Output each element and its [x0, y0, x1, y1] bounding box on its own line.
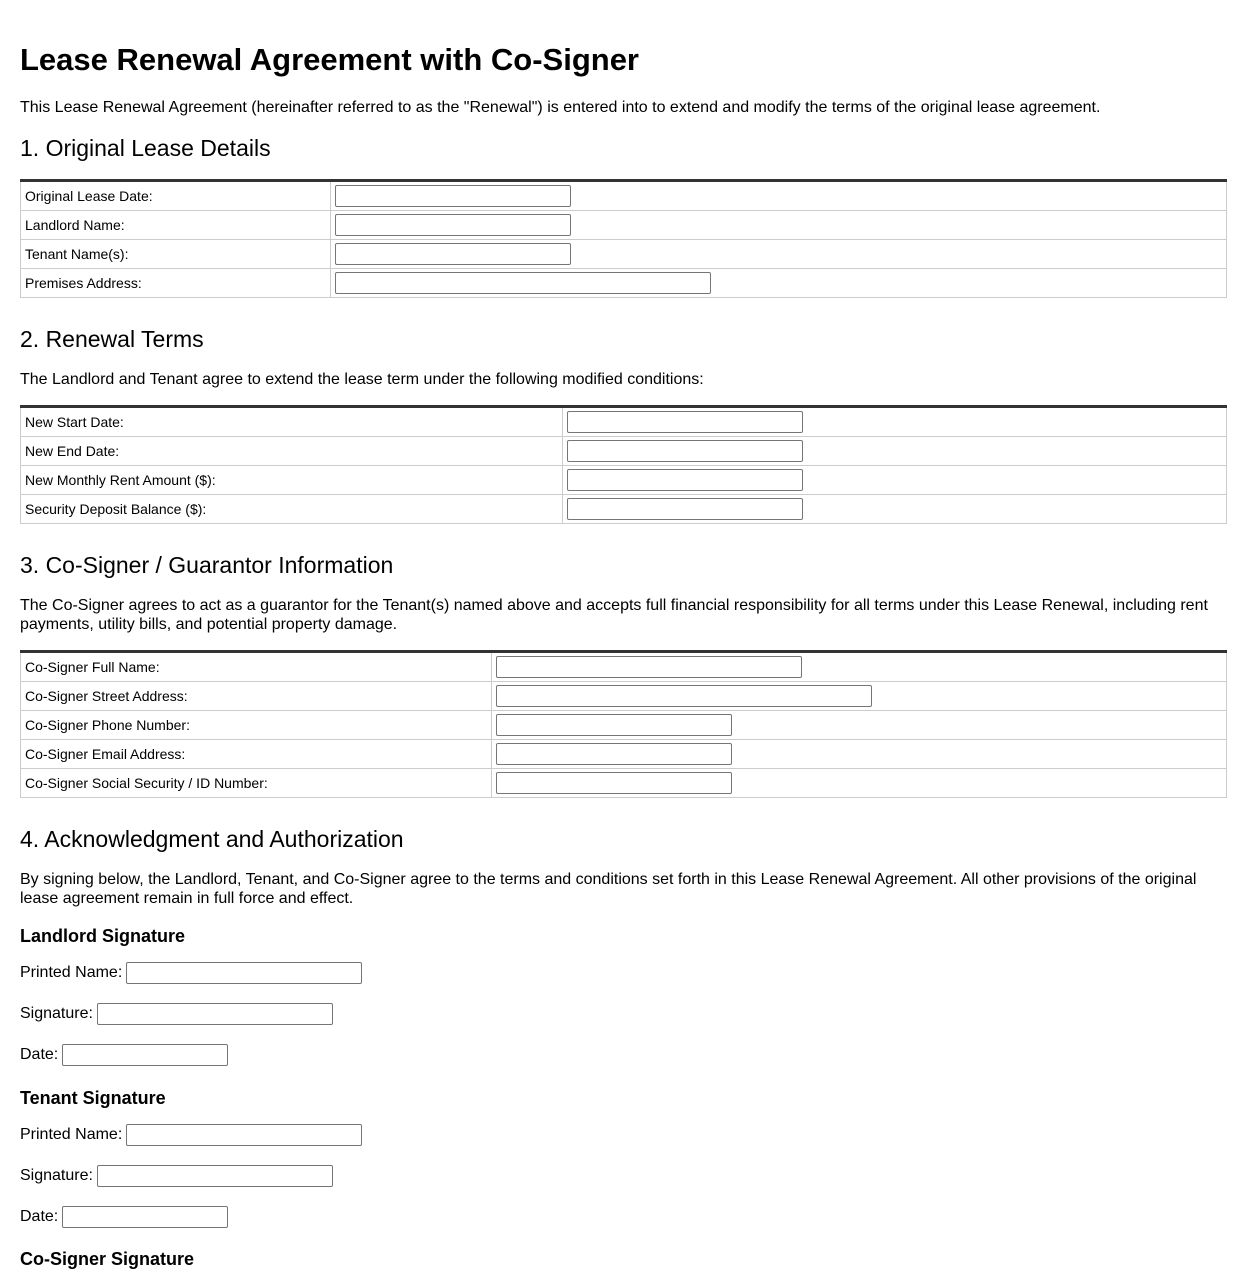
cosigner-full-name-input[interactable]: [496, 656, 802, 678]
field-label: Date:: [20, 1046, 59, 1064]
table-row: [21, 211, 1227, 240]
landlord-signature-input[interactable]: [97, 1003, 333, 1025]
table-row: [21, 495, 1227, 524]
cosigner-table: [20, 650, 1227, 798]
table-row: [21, 769, 1227, 798]
document-intro: This Lease Renewal Agreement (hereinafter referred to as the "Renewal") is entered into to extend and modify the terms of the original lease agreement.: [20, 99, 1101, 116]
tenant-date-input[interactable]: [62, 1206, 228, 1228]
original-lease-date-input[interactable]: [335, 185, 571, 207]
landlord-signature-block: [20, 924, 1227, 1067]
table-row: [21, 682, 1227, 711]
field-label: Co-Signer Social Security / ID Number:: [21, 769, 492, 798]
section-heading-acknowledgment: 4. Acknowledgment and Authorization: [20, 826, 404, 852]
table-row: [21, 269, 1227, 298]
landlord-signature-heading: Landlord Signature: [20, 926, 186, 946]
tenant-date-row: [20, 1206, 1227, 1228]
field-label: New Start Date:: [21, 407, 563, 437]
landlord-date-input[interactable]: [62, 1044, 228, 1066]
field-label: New Monthly Rent Amount ($):: [21, 466, 563, 495]
table-row: [21, 240, 1227, 269]
field-label: Signature:: [20, 1167, 93, 1185]
table-row: [21, 711, 1227, 740]
table-row: [21, 740, 1227, 769]
table-row: [21, 437, 1227, 466]
field-label: Premises Address:: [21, 269, 331, 298]
field-label: Date:: [20, 1208, 59, 1226]
field-label: Landlord Name:: [21, 211, 331, 240]
field-label: Printed Name:: [20, 964, 123, 982]
section-heading-renewal-terms: 2. Renewal Terms: [20, 326, 204, 352]
tenant-printed-name-row: [20, 1124, 1227, 1146]
acknowledgment-intro: By signing below, the Landlord, Tenant, and Co-Signer agree to the terms and conditions set forth in this Lease Renewal Agreement. All other provisions of the original lease agreement remain in full force and effect.: [20, 871, 1197, 907]
landlord-name-input[interactable]: [335, 214, 571, 236]
cosigner-phone-input[interactable]: [496, 714, 732, 736]
section-heading-cosigner: 3. Co-Signer / Guarantor Information: [20, 552, 394, 578]
field-label: Co-Signer Full Name:: [21, 652, 492, 682]
field-label: Printed Name:: [20, 1125, 123, 1143]
tenant-names-input[interactable]: [335, 243, 571, 265]
cosigner-ssn-id-input[interactable]: [496, 772, 732, 794]
field-label: Security Deposit Balance ($):: [21, 495, 563, 524]
field-label: New End Date:: [21, 437, 563, 466]
security-deposit-balance-input[interactable]: [567, 498, 803, 520]
table-row: [21, 652, 1227, 682]
tenant-printed-name-input[interactable]: [126, 1124, 362, 1146]
landlord-printed-name-row: [20, 962, 1227, 984]
field-label: Co-Signer Email Address:: [21, 740, 492, 769]
tenant-signature-row: [20, 1165, 1227, 1187]
landlord-signature-row: [20, 1003, 1227, 1025]
field-label: Signature:: [20, 1005, 93, 1023]
new-end-date-input[interactable]: [567, 440, 803, 462]
table-row: [21, 466, 1227, 495]
tenant-signature-block: [20, 1086, 1227, 1229]
document-title: Lease Renewal Agreement with Co-Signer: [20, 42, 640, 77]
cosigner-street-address-input[interactable]: [496, 685, 872, 707]
renewal-terms-intro: The Landlord and Tenant agree to extend the lease term under the following modified conditions:: [20, 371, 704, 388]
cosigner-signature-heading: Co-Signer Signature: [20, 1249, 195, 1270]
original-lease-table: [20, 179, 1227, 298]
landlord-printed-name-input[interactable]: [126, 962, 362, 984]
cosigner-email-input[interactable]: [496, 743, 732, 765]
table-row: [21, 407, 1227, 437]
tenant-signature-input[interactable]: [97, 1165, 333, 1187]
landlord-date-row: [20, 1044, 1227, 1066]
new-monthly-rent-input[interactable]: [567, 469, 803, 491]
cosigner-signature-block: [20, 1247, 1227, 1271]
table-row: [21, 181, 1227, 211]
field-label: Original Lease Date:: [21, 181, 331, 211]
renewal-terms-table: [20, 405, 1227, 524]
field-label: Tenant Name(s):: [21, 240, 331, 269]
section-heading-original-lease: 1. Original Lease Details: [20, 135, 271, 161]
cosigner-intro: The Co-Signer agrees to act as a guarantor for the Tenant(s) named above and accepts full financial responsibility for all terms under this Lease Renewal, including rent payments, utility bills, and potential property damage.: [20, 597, 1208, 633]
field-label: Co-Signer Phone Number:: [21, 711, 492, 740]
premises-address-input[interactable]: [335, 272, 711, 294]
new-start-date-input[interactable]: [567, 411, 803, 433]
field-label: Co-Signer Street Address:: [21, 682, 492, 711]
tenant-signature-heading: Tenant Signature: [20, 1087, 166, 1108]
